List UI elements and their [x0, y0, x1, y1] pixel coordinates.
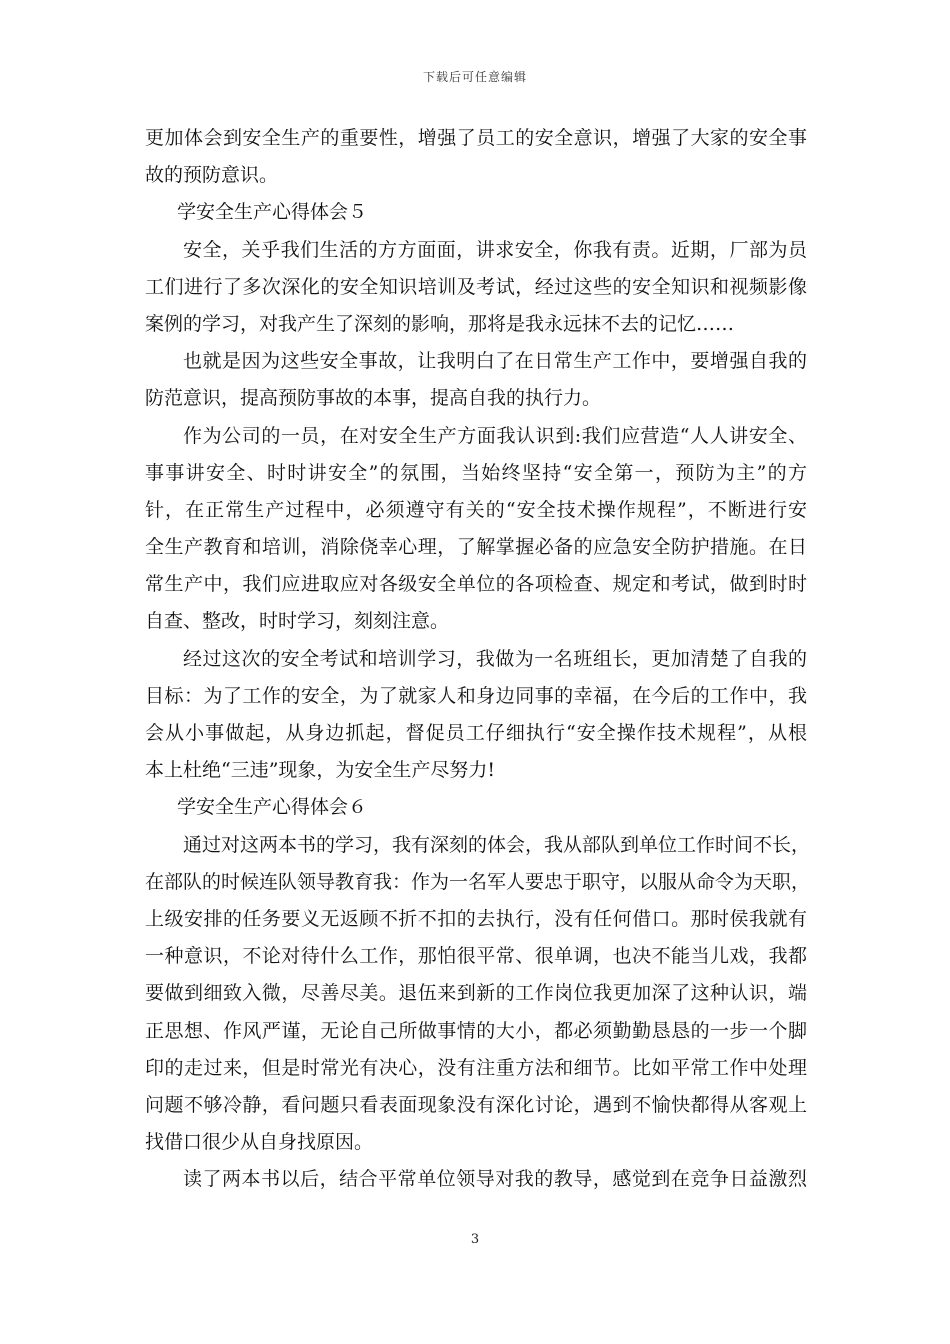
text-line: 经过这次的安全考试和培训学习，我做为一名班组长，更加清楚了自我的 — [183, 647, 807, 670]
text-line: 故的预防意识。 — [145, 164, 279, 187]
text-line: 上级安排的任务要义无返顾不折不扣的去执行，没有任何借口。那时侯我就有 — [145, 907, 807, 930]
page-number: 3 — [470, 1232, 480, 1247]
text-line: 常生产中，我们应进取应对各级安全单位的各项检查、规定和考试，做到时时 — [145, 573, 807, 596]
text-line: 读了两本书以后，结合平常单位领导对我的教导，感觉到在竞争日益激烈 — [183, 1168, 807, 1191]
text-line: 要做到细致入微，尽善尽美。退伍来到新的工作岗位我更加深了这种认识，端 — [145, 982, 807, 1005]
text-line: 正思想、作风严谨，无论自己所做事情的大小，都必须勤勤恳恳的一步一个脚 — [145, 1019, 807, 1042]
text-line: 也就是因为这些安全事故，让我明白了在日常生产工作中，要增强自我的 — [183, 350, 807, 373]
text-line: 问题不够冷静，看问题只看表面现象没有深化讨论，遇到不愉快都得从客观上 — [145, 1093, 807, 1116]
text-line: 会从小事做起，从身边抓起，督促员工仔细执行“安全操作技术规程”，从根 — [145, 722, 807, 744]
text-line: 一种意识，不论对待什么工作，那怕很平常、很单调，也决不能当儿戏，我都 — [145, 945, 807, 968]
text-line: 工们进行了多次深化的安全知识培训及考试，经过这些的安全知识和视频影像 — [145, 275, 807, 298]
text-line: 全生产教育和培训，消除侥幸心理，了解掌握必备的应急安全防护措施。在日 — [145, 536, 807, 559]
page-header: 下载后可任意编辑 — [422, 70, 527, 84]
text-line: 针，在正常生产过程中，必须遵守有关的“安全技术操作规程”，不断进行安 — [145, 498, 807, 521]
text-line: 印的走过来，但是时常光有决心，没有注重方法和细节。比如平常工作中处理 — [145, 1056, 807, 1079]
text-line: 找借口很少从自身找原因。 — [145, 1131, 374, 1154]
text-line: 在部队的时候连队领导教育我：作为一名军人要忠于职守，以服从命令为天职， — [145, 870, 811, 893]
text-line: 安全，关乎我们生活的方方面面，讲求安全，你我有责。近期，厂部为员 — [183, 238, 807, 261]
text-line: 本上杜绝“三违”现象，为安全生产尽努力! — [145, 759, 496, 782]
text-line: 事事讲安全、时时讲安全”的氛围，当始终坚持“安全第一，预防为主”的方 — [145, 461, 807, 484]
text-line: 作为公司的一员，在对安全生产方面我认识到:我们应营造“人人讲安全、 — [183, 424, 807, 447]
text-line: 防范意识，提高预防事故的本事，提高自我的执行力。 — [145, 387, 602, 410]
section-heading: 学安全生产心得体会６ — [177, 796, 368, 819]
section-heading: 学安全生产心得体会５ — [177, 201, 368, 224]
text-line: 通过对这两本书的学习，我有深刻的体会，我从部队到单位工作时间不长， — [183, 833, 811, 856]
text-line: 案例的学习，对我产生了深刻的影响，那将是我永远抹不去的记忆…… — [145, 312, 735, 335]
document-body — [145, 120, 811, 1198]
text-line: 目标：为了工作的安全，为了就家人和身边同事的幸福，在今后的工作中，我 — [145, 684, 807, 707]
text-line: 自查、整改，时时学习，刻刻注意。 — [145, 610, 450, 633]
text-line: 更加体会到安全生产的重要性，增强了员工的安全意识，增强了大家的安全事 — [145, 127, 807, 149]
